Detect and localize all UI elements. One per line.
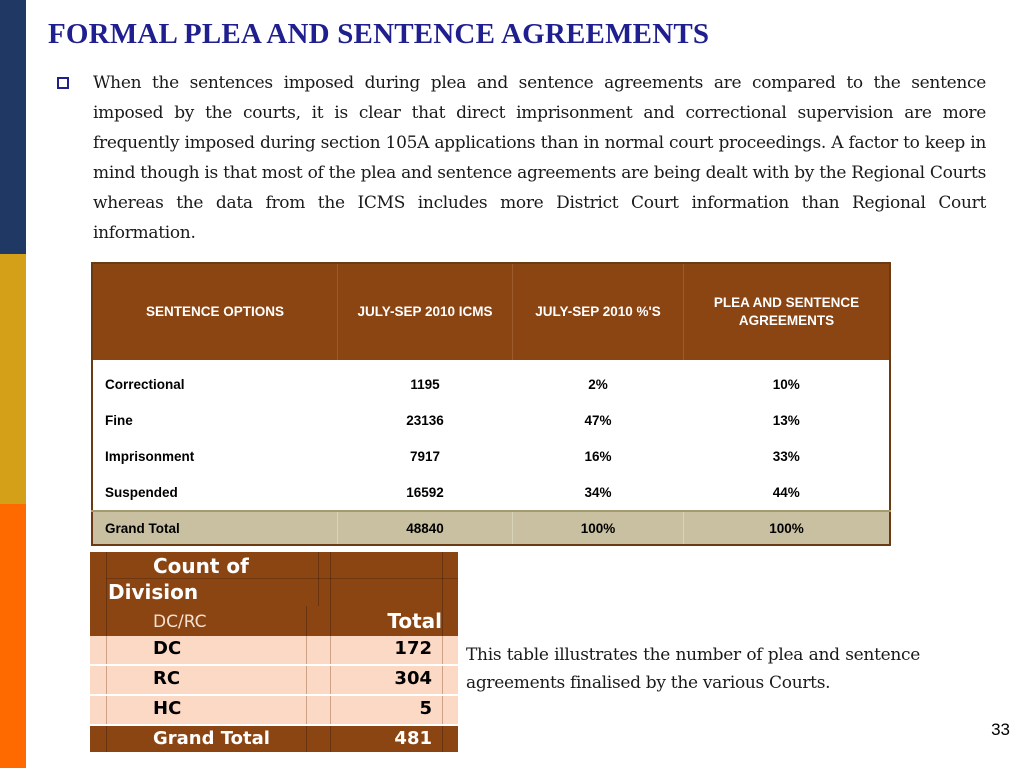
grand-total-icms: 48840 xyxy=(338,511,513,545)
pivot-row-value: 5 xyxy=(419,698,432,719)
header-icms: JULY-SEP 2010 ICMS xyxy=(338,263,513,360)
grand-total-row xyxy=(92,511,890,545)
pivot-row-value: 304 xyxy=(394,668,432,689)
header-percent: JULY-SEP 2010 %'S xyxy=(513,263,684,360)
left-stripe-gold xyxy=(0,254,26,504)
header-sentence-options: SENTENCE OPTIONS xyxy=(92,263,338,360)
row-label: Suspended xyxy=(105,484,178,500)
pivot-grand-total-row xyxy=(90,726,458,752)
pivot-row xyxy=(90,696,458,724)
row-label: Correctional xyxy=(105,376,185,392)
percent-value: 34% xyxy=(584,484,612,500)
pivot-col-header: Total xyxy=(387,609,442,633)
pivot-caption-line1: Count of xyxy=(153,554,249,578)
pivot-row-label: RC xyxy=(153,668,181,689)
pivot-header-row xyxy=(90,606,458,636)
table-row xyxy=(92,360,890,402)
pivot-row-label: HC xyxy=(153,698,182,719)
grand-total-label: Grand Total xyxy=(92,511,338,545)
division-pivot-table xyxy=(90,552,458,752)
pivot-caption-text: This table illustrates the number of plea and sentence agreements finalised by the various Courts. xyxy=(466,645,920,693)
table-header-row xyxy=(92,263,890,360)
slide-title: FORMAL PLEA AND SENTENCE AGREEMENTS xyxy=(48,18,710,50)
plea-value: 13% xyxy=(772,412,800,428)
plea-value: 10% xyxy=(772,376,800,392)
icms-value: 23136 xyxy=(406,412,444,428)
table-row xyxy=(92,402,890,438)
icms-value: 16592 xyxy=(406,484,444,500)
square-bullet-icon xyxy=(57,77,69,89)
pivot-row xyxy=(90,636,458,664)
plea-value: 44% xyxy=(772,484,800,500)
row-label: Imprisonment xyxy=(105,448,195,464)
grand-total-percent: 100% xyxy=(513,511,684,545)
pivot-row-header: DC/RC xyxy=(153,612,207,632)
grand-total-plea: 100% xyxy=(684,511,891,545)
pivot-row-value: 172 xyxy=(394,638,432,659)
icms-value: 1195 xyxy=(410,376,440,392)
sentence-options-table xyxy=(91,262,891,546)
plea-value: 33% xyxy=(772,448,800,464)
icms-value: 7917 xyxy=(409,448,441,464)
left-stripe-navy xyxy=(0,0,26,254)
left-stripe-orange xyxy=(0,504,26,768)
pivot-grand-total-label: Grand Total xyxy=(153,728,270,749)
table-row xyxy=(92,474,890,511)
pivot-row-label: DC xyxy=(153,638,182,659)
percent-value: 2% xyxy=(588,376,608,392)
percent-value: 47% xyxy=(584,412,612,428)
pivot-caption-row xyxy=(90,552,458,606)
header-plea-agreements: PLEA AND SENTENCE AGREEMENTS xyxy=(684,263,891,360)
page-number: 33 xyxy=(991,720,1010,739)
pivot-caption-line2: Division xyxy=(108,580,199,604)
pivot-grand-total-value: 481 xyxy=(394,728,432,749)
pivot-row xyxy=(90,666,458,694)
percent-value: 16% xyxy=(584,448,612,464)
pivot-caption xyxy=(108,553,308,605)
table-row xyxy=(92,438,890,474)
body-paragraph: When the sentences imposed during plea and sentence agreements are compared to the sentence imposed by the courts, it is clear that direct imprisonment and correctional supervision are more frequently imposed during section 105A applications than in normal court proceedings. A factor to keep in mind though is that most of the plea and sentence agreements are being dealt with by the Regional Courts whereas the data from the ICMS includes more District Court information than Regional Court information. xyxy=(93,73,986,243)
row-label: Fine xyxy=(105,412,133,428)
